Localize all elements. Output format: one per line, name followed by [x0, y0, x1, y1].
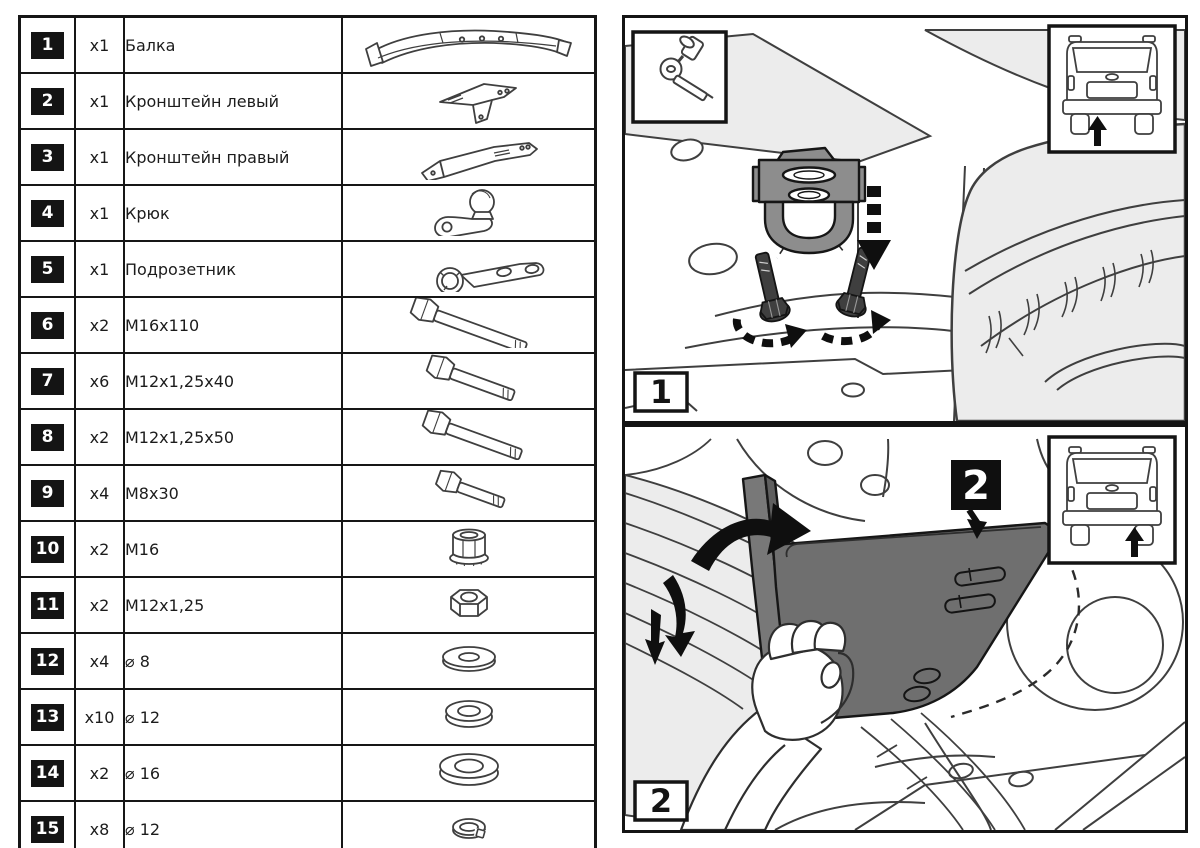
table-row [20, 409, 596, 465]
part-name: Крюк [124, 185, 342, 241]
step1-panel [622, 15, 1188, 424]
washer-large-icon [344, 746, 594, 796]
step1-number: 1 [649, 373, 673, 411]
flange-nut-icon [344, 522, 594, 572]
step2-badge [635, 782, 687, 820]
part2-label-text: 2 [962, 463, 990, 509]
part-name: Подрозетник [124, 241, 342, 297]
part-name: ⌀ 12 [124, 689, 342, 745]
spring-washer-icon [344, 802, 594, 848]
part-name: M12x1,25x40 [124, 353, 342, 409]
car-rear-inset [1049, 26, 1175, 152]
part-number-badge: 6 [31, 312, 64, 339]
part-number-badge: 12 [31, 648, 64, 675]
beam-icon [344, 18, 594, 68]
step1-diagram [625, 18, 1185, 421]
part-number-badge: 4 [31, 200, 64, 227]
part-name: M16x110 [124, 297, 342, 353]
part-qty: x6 [75, 353, 124, 409]
table-row [20, 465, 596, 521]
part-qty: x1 [75, 241, 124, 297]
part-qty: x2 [75, 521, 124, 577]
table-row [20, 185, 596, 241]
part-name: ⌀ 16 [124, 745, 342, 801]
washer-medium-icon [344, 690, 594, 740]
table-row [20, 801, 596, 848]
part-qty: x2 [75, 297, 124, 353]
right-bracket-icon [344, 130, 594, 180]
spare-tire [952, 124, 1185, 421]
socket-plate-icon [344, 242, 594, 292]
tow-ball-icon [344, 186, 594, 236]
table-row [20, 745, 596, 801]
hex-nut-icon [344, 578, 594, 628]
table-row [20, 297, 596, 353]
car-rear-inset [1049, 437, 1175, 563]
part-number-badge: 5 [31, 256, 64, 283]
part-qty: x4 [75, 633, 124, 689]
part-number-badge: 11 [31, 592, 64, 619]
tire-tread [861, 713, 1025, 830]
part-qty: x2 [75, 409, 124, 465]
table-row [20, 521, 596, 577]
tow-shackle [753, 148, 865, 253]
part-number-badge: 9 [31, 480, 64, 507]
part-qty: x1 [75, 73, 124, 129]
part-number-badge: 7 [31, 368, 64, 395]
bolt-medium-long-icon [344, 410, 594, 460]
bolt-left [747, 250, 792, 324]
table-row [20, 689, 596, 745]
step2-number: 2 [649, 782, 673, 820]
part-qty: x2 [75, 745, 124, 801]
part-name: M12x1,25 [124, 577, 342, 633]
table-row [20, 17, 596, 74]
bolt-long-icon [344, 298, 594, 348]
part-qty: x1 [75, 129, 124, 185]
part-number-badge: 3 [31, 144, 64, 171]
part-name: ⌀ 12 [124, 801, 342, 848]
table-row [20, 129, 596, 185]
part-number-badge: 8 [31, 424, 64, 451]
table-row [20, 73, 596, 129]
left-bracket-icon [344, 74, 594, 124]
part-qty: x8 [75, 801, 124, 848]
step2-panel [622, 424, 1188, 833]
part-name: M8x30 [124, 465, 342, 521]
bolt-short-icon [344, 466, 594, 516]
part-number-badge: 10 [31, 536, 64, 563]
table-row [20, 633, 596, 689]
part-qty: x1 [75, 17, 124, 74]
part-number-badge: 14 [31, 760, 64, 787]
table-row [20, 353, 596, 409]
part-qty: x1 [75, 185, 124, 241]
washer-small-icon [344, 634, 594, 684]
part-qty: x10 [75, 689, 124, 745]
part-name: Кронштейн правый [124, 129, 342, 185]
part-number-badge: 2 [31, 88, 64, 115]
bolt-medium-icon [344, 354, 594, 404]
part-name: M16 [124, 521, 342, 577]
part-number-badge: 15 [31, 816, 64, 843]
part-number-badge: 13 [31, 704, 64, 731]
part-name: M12x1,25x50 [124, 409, 342, 465]
ratchet-inset [633, 32, 726, 122]
part-qty: x2 [75, 577, 124, 633]
part-name: Балка [124, 17, 342, 74]
table-row [20, 241, 596, 297]
part-number-badge: 1 [31, 32, 64, 59]
part-qty: x4 [75, 465, 124, 521]
step2-diagram [625, 427, 1185, 830]
part-name: ⌀ 8 [124, 633, 342, 689]
table-row [20, 577, 596, 633]
parts-table [18, 15, 597, 848]
part-name: Кронштейн левый [124, 73, 342, 129]
step1-badge [635, 373, 687, 411]
